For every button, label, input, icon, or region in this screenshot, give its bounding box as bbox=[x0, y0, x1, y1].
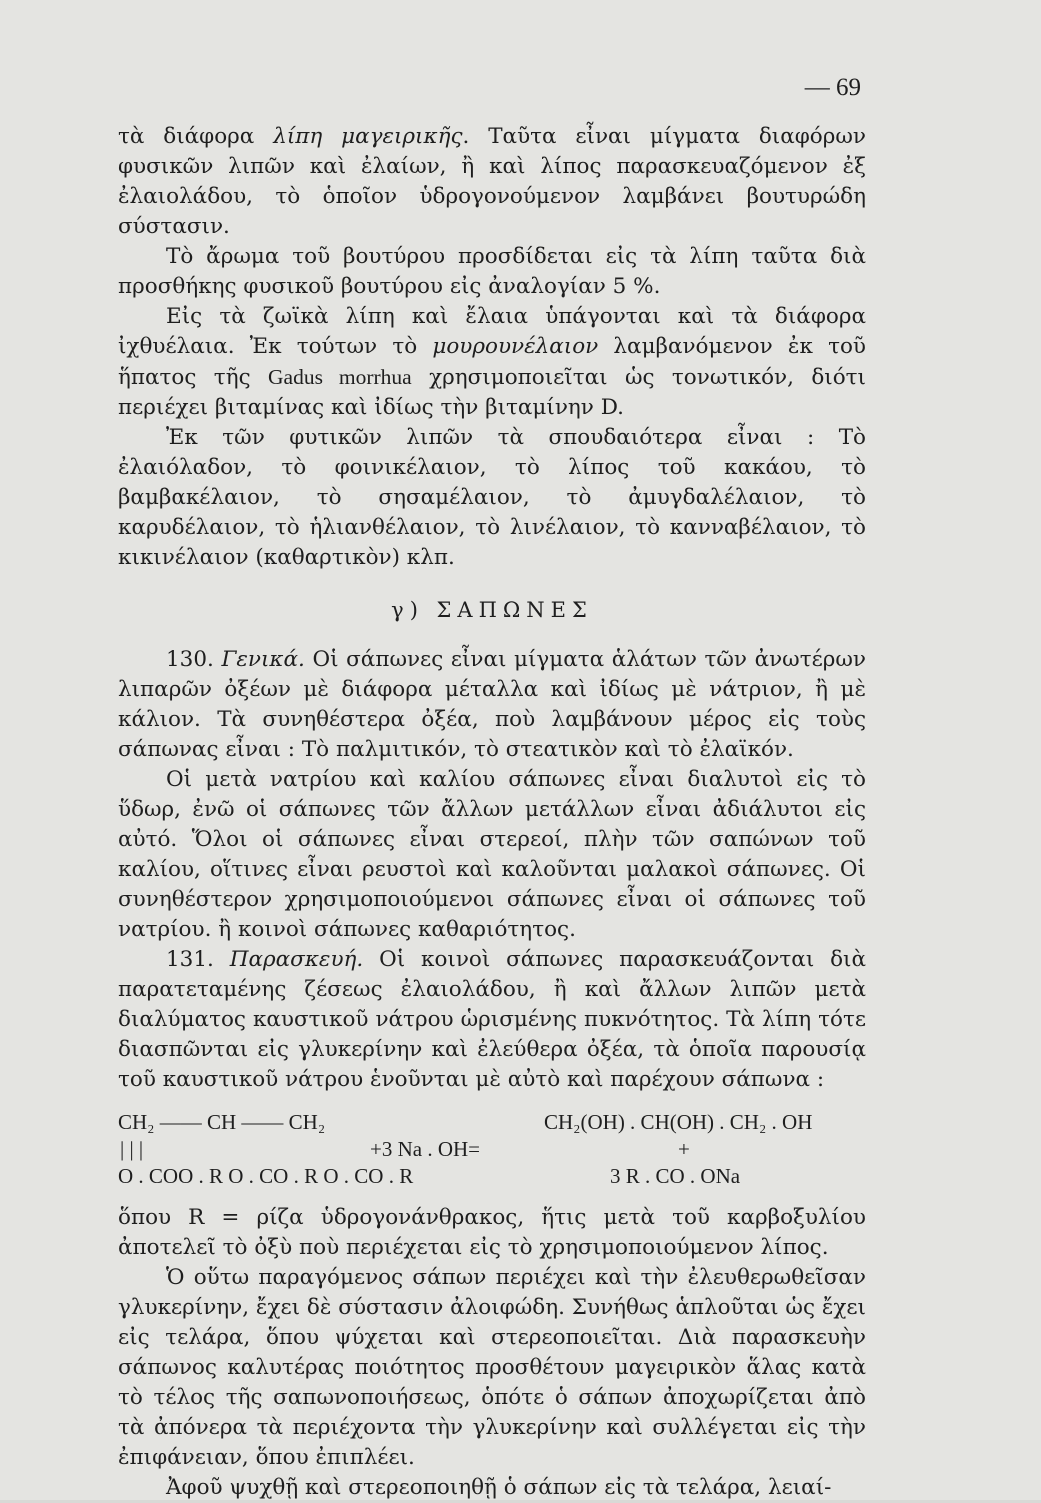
page-number: — 69 bbox=[804, 74, 861, 101]
paragraph: Ὁ οὕτω παραγόμενος σάπων περιέχει καὶ τὴν ἐλευθερωθεῖσαν γλυκερίνην, ἔχει δὲ σύστασιν ἀλοιφώδη. Συνήθως ἁπλοῦται ὡς ἔχει εἰς τελάρα, ὅπου ψύχεται καὶ στερεοποιεῖται. Διὰ παρασκευὴν σάπωνος καλυτέρας ποιότητος προσθέτουν μαγειρικὸν ἅλας κατὰ τὸ τέλος τῆς σαπωνοποιήσεως, ὁπότε ὁ σάπων ἀποχωρίζεται ἀπὸ τὰ ἀπόνερα τὰ περιέχοντα τὴν γλυκερίνην καὶ συλλέγεται εἰς τὴν ἐπιφάνειαν, ὅπου ἐπιπλέει. bbox=[118, 1265, 866, 1470]
latin-name: Gadus morrhua bbox=[268, 365, 412, 389]
paragraph bbox=[118, 645, 866, 765]
text-run: λαμβανόμενον ἐκ τοῦ ἥπατος τῆς bbox=[118, 334, 866, 390]
paragraph: ὅπου R = ρίζα ὑδρογονάνθρακος, ἥτις μετὰ τοῦ καρβοξυλίου ἀποτελεῖ τὸ ὀξὺ ποὺ περιέχεται εἰς τὸ χρησιμοποιούμενον λίπος. bbox=[118, 1205, 866, 1260]
paragraph: Ἀφοῦ ψυχθῇ καὶ στερεοποιηθῇ ὁ σάπων εἰς τὰ τελάρα, λειαί- bbox=[166, 1475, 832, 1500]
text-run: . Ταῦτα εἶναι μίγματα διαφόρων φυσικῶν λιπῶν καὶ ἐλαίων, ἢ καὶ λίπος παρασκευαζόμενον ἐξ ἐλαιολάδου, τὸ ὁποῖον ὑδρογονούμενον λαμβάνει βουτυρώδη σύστασιν. bbox=[118, 124, 866, 239]
text-run: Εἰς τὰ ζωϊκὰ λίπη καὶ ἔλαια ὑπάγονται καὶ τὰ διάφορα ἰχθυέλαια. Ἐκ τούτων τὸ bbox=[118, 304, 866, 359]
formula-bottom-left: O . COO . R O . CO . R O . CO . R bbox=[118, 1164, 414, 1188]
italic-term: μουρουνέλαιον bbox=[432, 334, 599, 359]
formula-plus: + bbox=[678, 1137, 690, 1161]
formula-reagent: +3 Na . OH= bbox=[370, 1137, 481, 1161]
paragraph bbox=[118, 122, 866, 242]
italic-term: Γενικά. bbox=[221, 647, 305, 672]
paragraph: Οἱ μετὰ νατρίου καὶ καλίου σάπωνες εἶναι διαλυτοὶ εἰς τὸ ὕδωρ, ἐνῶ οἱ σάπωνες τῶν ἄλλων μετάλλων εἶναι ἀδιάλυτοι εἰς αὐτό. Ὅλοι οἱ σάπωνες εἶναι στερεοί, πλὴν τῶν σαπώνων τοῦ καλίου, οἵτινες εἶναι ρευστοὶ καὶ καλοῦνται μαλακοὶ σάπωνες. Οἱ συνηθέστερον χρησιμοποιούμενοι σάπωνες εἶναι οἱ σάπωνες τοῦ νατρίου. ἢ κοινοὶ σάπωνες καθαριότητος. bbox=[118, 767, 866, 942]
formula-bottom-right: 3 R . CO . ONa bbox=[610, 1164, 741, 1188]
formula-top-left: CH₂ —— CH —— CH₂ bbox=[118, 1110, 326, 1134]
formula-bars: | | | bbox=[120, 1137, 144, 1161]
paragraph: Τὸ ἄρωμα τοῦ βουτύρου προσδίδεται εἰς τὰ λίπη ταῦτα διὰ προσθήκης φυσικοῦ βουτύρου εἰς ἀναλογίαν 5 %. bbox=[118, 244, 866, 299]
italic-term: λίπη μαγειρικῆς bbox=[273, 124, 463, 149]
paragraph: Ἐκ τῶν φυτικῶν λιπῶν τὰ σπουδαιότερα εἶναι : Τὸ ἐλαιόλαδον, τὸ φοινικέλαιον, τὸ λίπος τοῦ κακάου, τὸ βαμβακέλαιον, τὸ σησαμέλαιον, τὸ ἀμυγδαλέλαιον, τὸ καρυδέλαιον, τὸ ἡλιανθέλαιον, τὸ λινέλαιον, τὸ κανναβέλαιον, τὸ κικινέλαιον (καθαρτικὸν) κλπ. bbox=[118, 425, 866, 570]
section-heading: γ) ΣΑΠΩΝΕΣ bbox=[391, 598, 593, 622]
formula-top-right: CH₂(OH) . CH(OH) . CH₂ . OH bbox=[544, 1110, 813, 1134]
paragraph bbox=[118, 302, 866, 423]
section-number: 130. bbox=[166, 647, 222, 672]
text-run: χρησιμοποιεῖται ὡς τονωτικόν, διότι περιέχει βιταμίνας καὶ ἰδίως τὴν βιταμίνην D. bbox=[118, 365, 866, 420]
text-run: τὰ διάφορα bbox=[118, 124, 274, 149]
chemical-equation bbox=[118, 1107, 866, 1193]
section-number: 131. bbox=[166, 947, 230, 972]
paragraph bbox=[118, 945, 866, 1095]
italic-term: Παρασκευή. bbox=[229, 947, 364, 972]
body-text bbox=[118, 122, 866, 1503]
text-run: Οἱ κοινοὶ σάπωνες παρασκευάζονται διὰ παρατεταμένης ζέσεως ἐλαιολάδου, ἢ καὶ ἄλλων λιπῶν μετὰ διαλύματος καυστικοῦ νάτρου ὡρισμένης πυκνότητος. Τὰ λίπη τότε διασπῶνται εἰς γλυκερίνην καὶ ἐλεύθερα ὀξέα, τὰ ὁποῖα παρουσίᾳ τοῦ καυστικοῦ νάτρου ἑνοῦνται μὲ αὐτὸ καὶ παρέχουν σάπωνα : bbox=[118, 947, 866, 1092]
text-run: Οἱ σάπωνες εἶναι μίγματα ἁλάτων τῶν ἀνωτέρων λιπαρῶν ὀξέων μὲ διάφορα μέταλλα καὶ ἰδίως μὲ νάτριον, ἢ μὲ κάλιον. Τὰ συνηθέστερα ὀξέα, ποὺ λαμβάνουν μέρος εἰς τοὺς σάπωνας εἶναι : Τὸ παλμιτικόν, τὸ στεατικὸν καὶ τὸ ἐλαϊκόν. bbox=[118, 647, 866, 762]
